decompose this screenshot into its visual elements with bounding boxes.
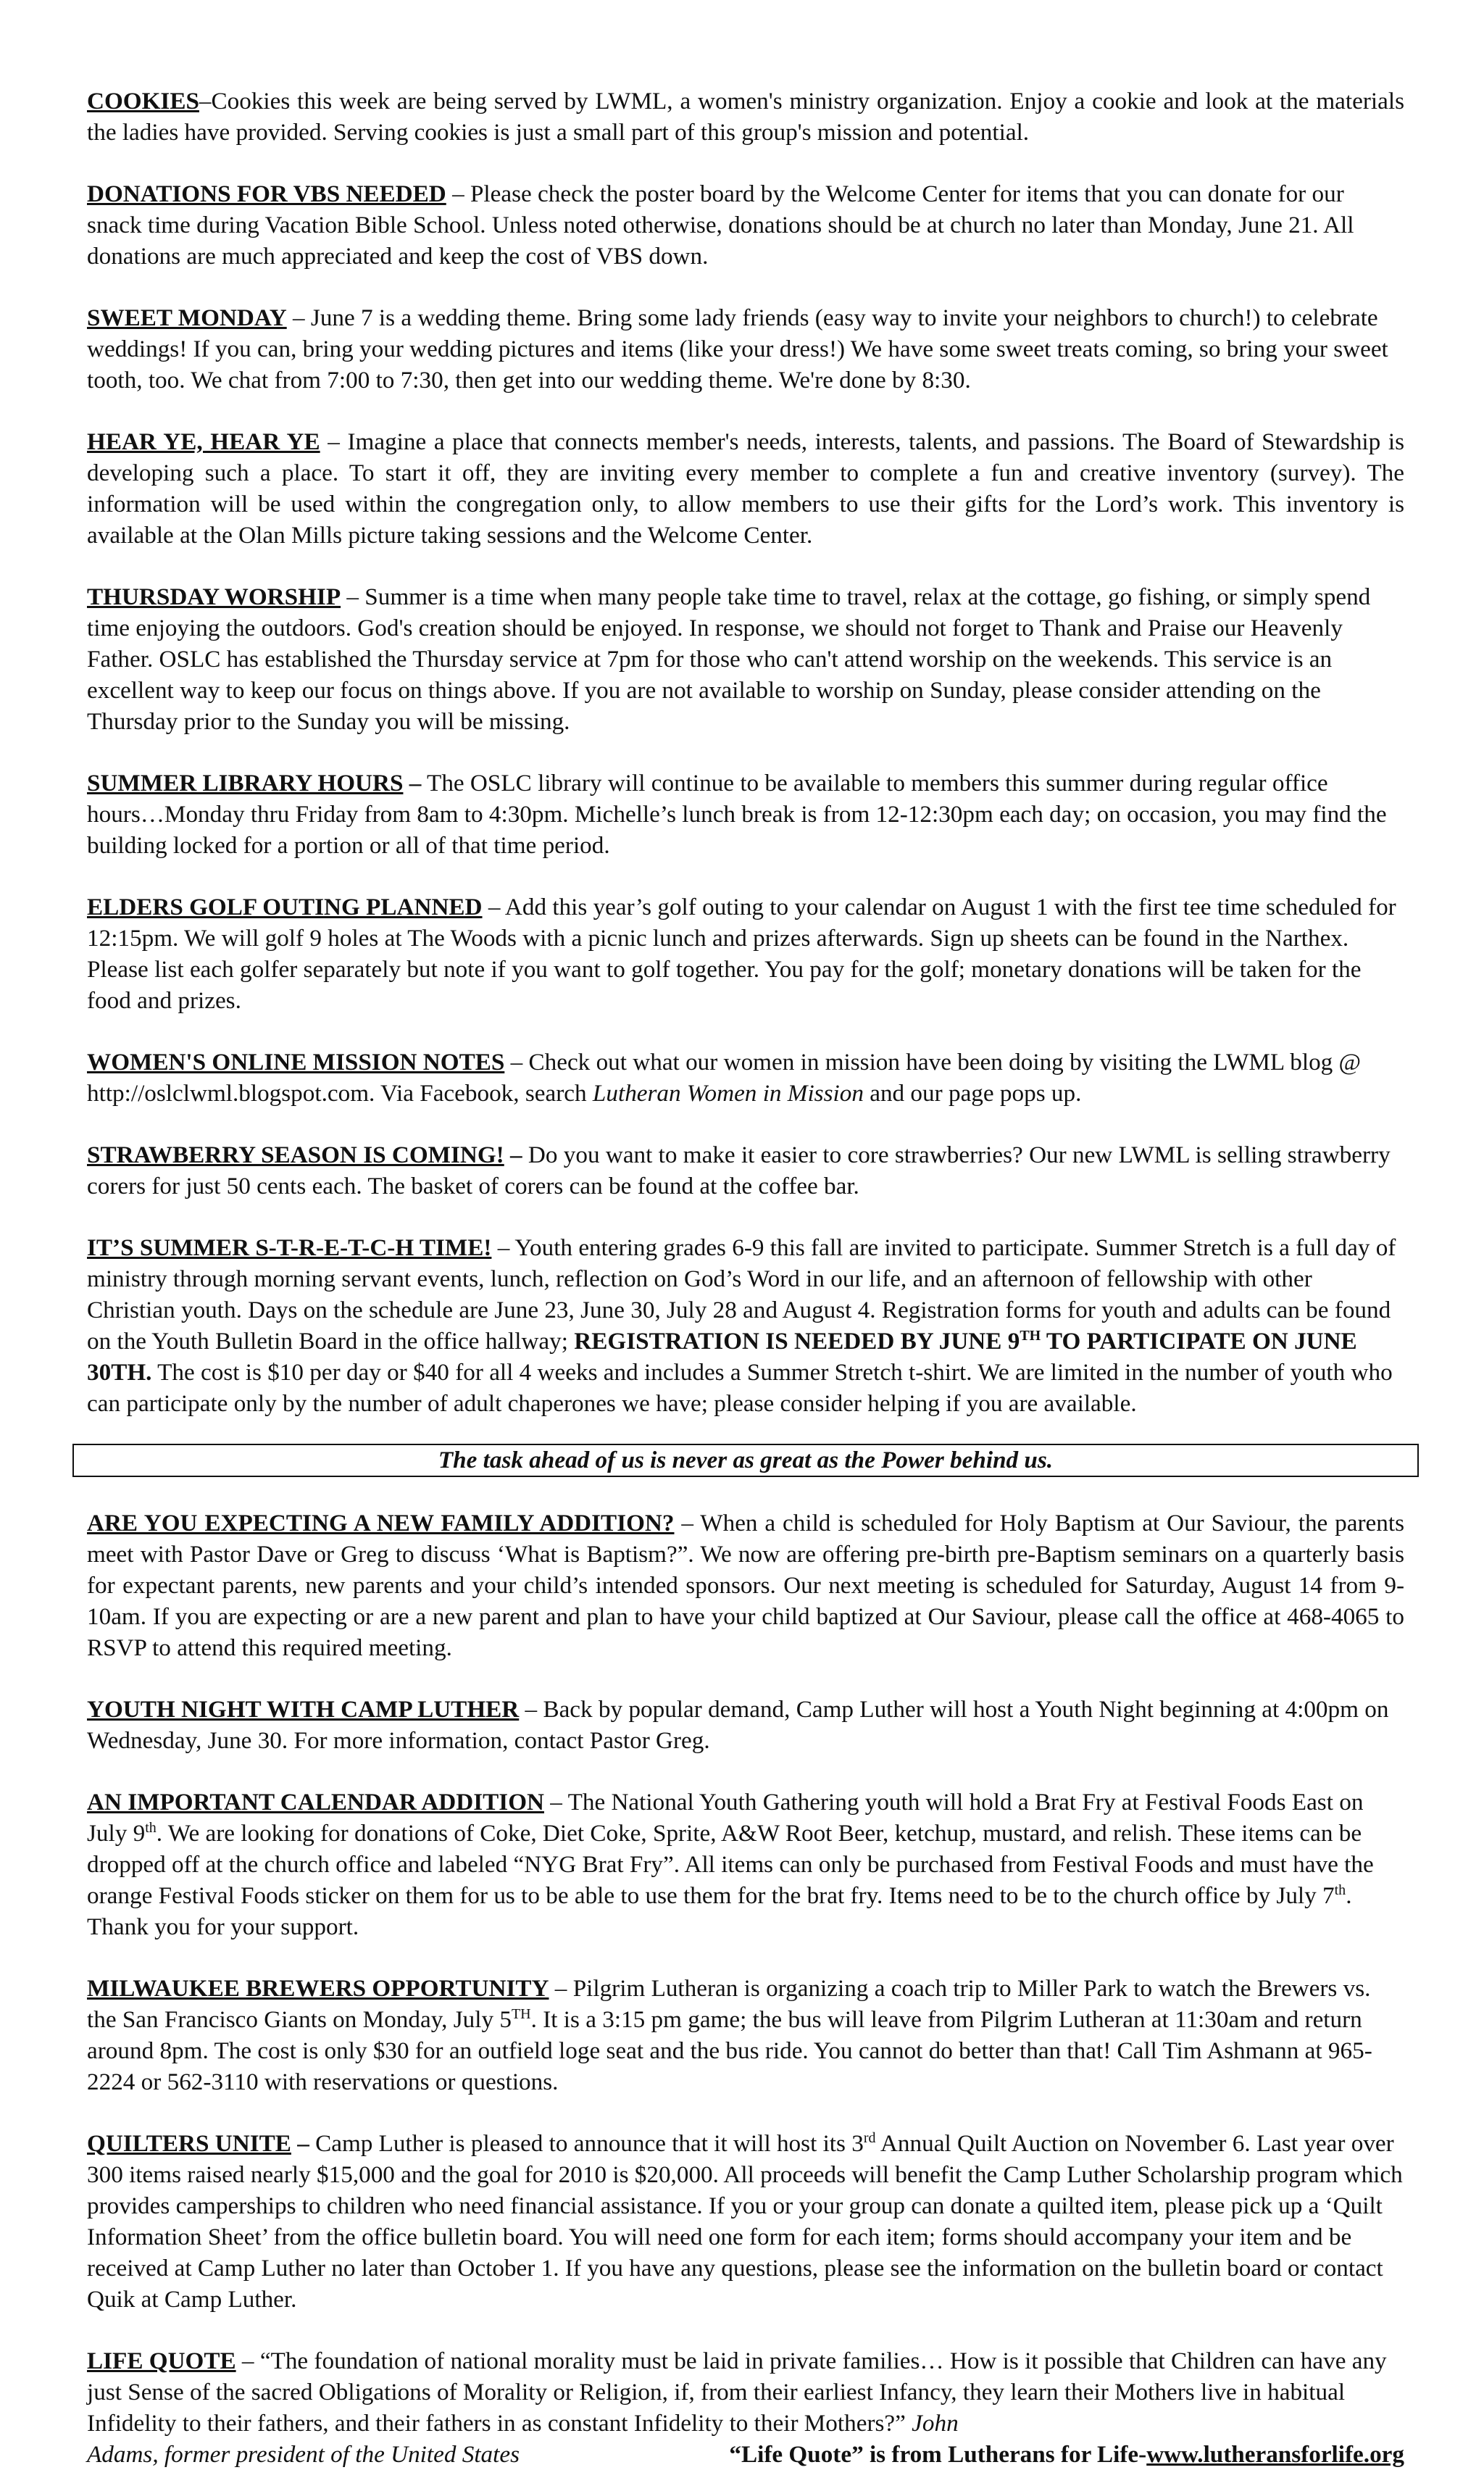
item-dash: –: [504, 1142, 522, 1168]
item-italic: Lutheran Women in Mission: [592, 1080, 864, 1107]
item-body: . We are looking for donations of Coke, Diet Coke, Sprite, A&W Root Beer, ketchup, mustard, and relish. These items can be dropped off at the church office and labeled “NYG Brat Fry”. All items can only be purchased from Festival Foods and must have the orange Festival Foods sticker on them for us to be able to use them for the brat fry. Items need to be to the church office by July 7: [87, 1820, 1374, 1909]
superscript: TH: [1020, 1327, 1041, 1344]
item-body: The cost is $10 per day or $40 for all 4 weeks and includes a Summer Stretch t-shirt. We are limited in the number of youth who can participate only by the number of adult chaperones we have; please consider helping if you are available.: [87, 1359, 1393, 1417]
item-heading: SUMMER LIBRARY HOURS: [87, 770, 404, 797]
item-heading: STRAWBERRY SEASON IS COMING!: [87, 1142, 504, 1168]
item-heading: LIFE QUOTE: [87, 2348, 236, 2374]
calendar-addition-item: [87, 1787, 1404, 1942]
cookies-item: [87, 86, 1404, 148]
registration-notice: REGISTRATION IS NEEDED BY JUNE 9: [574, 1328, 1020, 1355]
item-heading: MILWAUKEE BREWERS OPPORTUNITY: [87, 1975, 549, 2002]
item-dash: –: [403, 770, 422, 797]
thursday-worship-item: [87, 581, 1404, 737]
item-body: – Back by popular demand, Camp Luther will host a Youth Night beginning at 4:00pm on Wednesday, June 30. For more information, contact Pastor Greg.: [87, 1696, 1389, 1754]
item-body: Annual Quilt Auction on November 6. Last year over 300 items raised nearly $15,000 and the goal for 2010 is $20,000. All proceeds will benefit the Camp Luther Scholarship program which provides camperships to children who need financial assistance. If you or your group can donate a quilted item, please pick up a ‘Quilt Information Sheet’ from the office bulletin board. You will need one form for each item; forms should accompany your item and be received at Camp Luther no later than October 1. If you have any questions, please see the information on the bulletin board or contact Quik at Camp Luther.: [87, 2130, 1403, 2313]
item-body: –Cookies this week are being served by LWML, a women's ministry organization. Enjoy a cookie and look at the materials the ladies have provided. Serving cookies is just a small part of this group's mission and potential.: [87, 88, 1404, 146]
item-body: The OSLC library will continue to be available to members this summer during regular office hours…Monday thru Friday from 8am to 4:30pm. Michelle’s lunch break is from 12-12:30pm each day; on occasion, you may find the building locked for a portion or all of that time period.: [87, 770, 1387, 859]
item-body: – “The foundation of national morality must be laid in private families… How is it possible that Children can have any just Sense of the sacred Obligations of Morality or Religion, if, from their earliest Infancy, they learn their Mothers live in habitual Infidelity to their fathers, and their fathers in as constant Infidelity to their Mothers?”: [87, 2348, 1387, 2437]
item-body: – The National Youth Gathering youth will hold a Brat Fry at Festival Foods East on July 9: [87, 1789, 1364, 1847]
item-body: – Add this year’s golf outing to your calendar on August 1 with the first tee time scheduled for 12:15pm. We will golf 9 holes at The Woods with a picnic lunch and prizes afterwards. Sign up sheets can be found in the Narthex. Please list each golfer separately but note if you want to golf together. You pay for the golf; monetary donations will be taken for the food and prizes.: [87, 894, 1396, 1014]
item-body: Camp Luther is pleased to announce that it will host its 3: [309, 2130, 864, 2157]
item-heading: THURSDAY WORSHIP: [87, 583, 341, 610]
lutherans-for-life-link[interactable]: www.lutheransforlife.org: [1146, 2441, 1404, 2468]
item-heading: ELDERS GOLF OUTING PLANNED: [87, 894, 483, 920]
item-heading: DONATIONS FOR VBS NEEDED: [87, 180, 446, 207]
quote-box: The task ahead of us is never as great as the Power behind us.: [72, 1444, 1419, 1477]
sweet-monday-item: [87, 302, 1404, 396]
womens-mission-item: [87, 1047, 1404, 1109]
registration-notice: TO PARTICIPATE ON JUNE 30TH.: [87, 1328, 1357, 1386]
superscript: th: [1334, 1881, 1346, 1898]
quote-author: John: [912, 2410, 959, 2437]
donations-item: [87, 178, 1404, 272]
item-body: – Pilgrim Lutheran is organizing a coach trip to Miller Park to watch the Brewers vs. the San Francisco Giants on Monday, July 5: [87, 1975, 1371, 2033]
library-hours-item: [87, 768, 1404, 861]
item-body: – Imagine a place that connects member's needs, interests, talents, and passions. The Board of Stewardship is developing such a place. To start it off, they are inviting every member to complete a fun and creative inventory (survey). The information will be used within the congregation only, to allow members to use their gifts for the Lord’s work. This inventory is available at the Olan Mills picture taking sessions and the Welcome Center.: [87, 428, 1404, 549]
quilters-item: [87, 2128, 1404, 2315]
golf-outing-item: [87, 891, 1404, 1016]
quote-tail: [87, 2439, 1404, 2470]
item-heading: WOMEN'S ONLINE MISSION NOTES: [87, 1049, 505, 1076]
item-heading: SWEET MONDAY: [87, 304, 287, 331]
item-heading: IT’S SUMMER S-T-R-E-T-C-H TIME!: [87, 1234, 492, 1261]
hear-ye-item: [87, 426, 1404, 551]
brewers-item: [87, 1973, 1404, 2097]
item-heading: COOKIES: [87, 88, 199, 115]
life-quote-item: [87, 2345, 1404, 2470]
item-heading: YOUTH NIGHT WITH CAMP LUTHER: [87, 1696, 520, 1723]
item-body: – June 7 is a wedding theme. Bring some lady friends (easy way to invite your neighbors to church!) to celebrate weddings! If you can, bring your wedding pictures and items (like your dress!) We have some sweet treats coming, so bring your sweet tooth, too. We chat from 7:00 to 7:30, then get into our wedding theme. We're done by 8:30.: [87, 304, 1388, 394]
summer-stretch-item: [87, 1232, 1404, 1419]
item-body: – Youth entering grades 6-9 this fall are invited to participate. Summer Stretch is a full day of ministry through morning servant events, lunch, reflection on God’s Word in our life, and an afternoon of fellowship with other Christian youth. Days on the schedule are June 23, June 30, July 28 and August 4. Registration forms for youth and adults can be found on the Youth Bulletin Board in the office hallway;: [87, 1234, 1396, 1355]
youth-night-item: [87, 1694, 1404, 1756]
quote-author-title: Adams, former president of the United States: [87, 2441, 520, 2468]
superscript: rd: [863, 2129, 876, 2146]
item-body: . Thank you for your support.: [87, 1882, 1352, 1940]
item-body: – Check out what our women in mission have been doing by visiting the LWML blog @ http://oslclwml.blogspot.com. Via Facebook, search: [87, 1049, 1362, 1107]
item-heading: ARE YOU EXPECTING A NEW FAMILY ADDITION?: [87, 1510, 675, 1537]
item-dash: –: [291, 2130, 309, 2157]
item-body: – Please check the poster board by the Welcome Center for items that you can donate for our snack time during Vacation Bible School. Unless noted otherwise, donations should be at church no later than Monday, June 21. All donations are much appreciated and keep the cost of VBS down.: [87, 180, 1354, 270]
strawberry-item: [87, 1139, 1404, 1202]
item-body: and our page pops up.: [863, 1080, 1082, 1107]
item-heading: QUILTERS UNITE: [87, 2130, 291, 2157]
item-body: . It is a 3:15 pm game; the bus will leave from Pilgrim Lutheran at 11:30am and return around 8pm. The cost is only $30 for an outfield loge seat and the bus ride. You cannot do better than that! Call Tim Ashmann at 965-2224 or 562-3110 with reservations or questions.: [87, 2006, 1372, 2095]
item-heading: AN IMPORTANT CALENDAR ADDITION: [87, 1789, 544, 1816]
quote-credit: [729, 2439, 1404, 2470]
superscript: th: [145, 1819, 157, 1836]
item-body: Do you want to make it easier to core strawberries? Our new LWML is selling strawberry corers for just 50 cents each. The basket of corers can be found at the coffee bar.: [87, 1142, 1391, 1199]
credit-text: “Life Quote” is from Lutherans for Life-: [729, 2441, 1147, 2468]
superscript: TH: [511, 2005, 531, 2022]
item-body: – Summer is a time when many people take time to travel, relax at the cottage, go fishing, or simply spend time enjoying the outdoors. God's creation should be enjoyed. In response, we should not forget to Thank and Praise our Heavenly Father. OSLC has established the Thursday service at 7pm for those who can't attend worship on the weekends. This service is an excellent way to keep our focus on things above. If you are not available to worship on Sunday, please consider attending on the Thursday prior to the Sunday you will be missing.: [87, 583, 1371, 735]
item-body: – When a child is scheduled for Holy Baptism at Our Saviour, the parents meet with Pastor Dave or Greg to discuss ‘What is Baptism?”. We now are offering pre-birth pre-Baptism seminars on a quarterly basis for expectant parents, new parents and your child’s intended sponsors. Our next meeting is scheduled for Saturday, August 14 from 9-10am. If you are expecting or are a new parent and plan to have your child baptized at Our Saviour, please call the office at 468-4065 to RSVP to attend this required meeting.: [87, 1510, 1404, 1661]
family-addition-item: [87, 1508, 1404, 1663]
item-heading: HEAR YE, HEAR YE: [87, 428, 320, 455]
